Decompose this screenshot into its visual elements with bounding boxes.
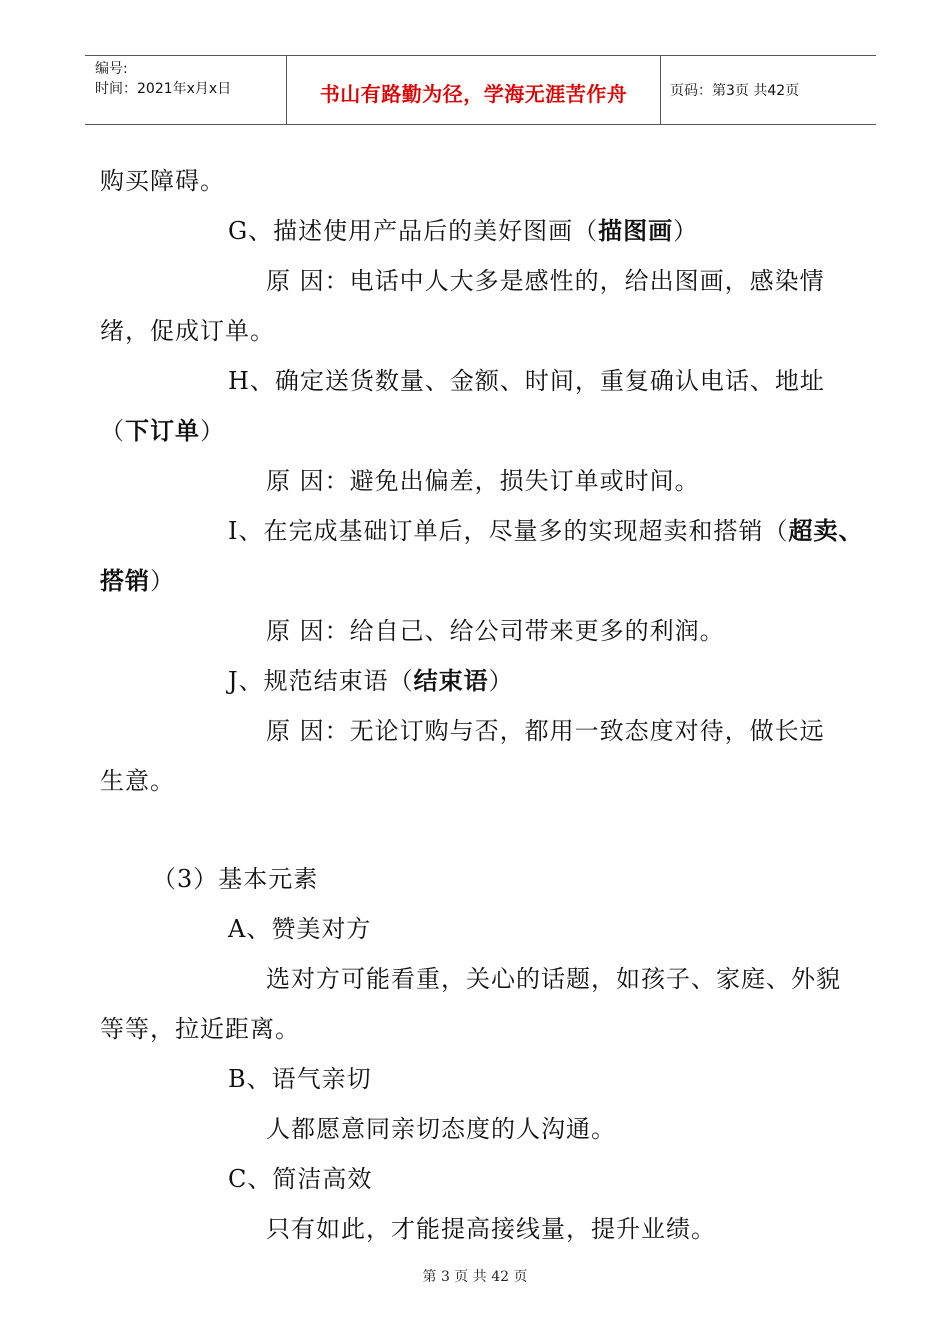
page-footer: 第 3 页 共 42 页 (422, 1269, 528, 1285)
header-info-cell (85, 56, 286, 124)
item-g-heading (228, 216, 698, 246)
item-g-keyword: 描图画 (598, 217, 674, 245)
item-j-text: J、规范结束语（ (228, 667, 414, 695)
document-time-label: 时间：2021年x月x日 (95, 81, 232, 97)
item-i-close: ） (150, 567, 175, 595)
item-i-heading (228, 516, 863, 546)
element-b-title: B、语气亲切 (228, 1065, 372, 1093)
item-h-open: （ (100, 417, 125, 445)
paragraph-line: 购买障碍。 (100, 167, 225, 195)
item-h-keyword: 下订单 (125, 417, 200, 445)
section-heading: （3）基本元素 (152, 865, 319, 893)
item-j-close: ） (488, 667, 514, 695)
header-page-cell (660, 56, 876, 124)
item-h-heading: H、确定送货数量、金额、时间，重复确认电话、地址 (228, 367, 825, 395)
element-c-title: C、简洁高效 (228, 1165, 373, 1193)
header-page-number: 页码：第3页 共42页 (670, 83, 800, 99)
element-b-text: 人都愿意同亲切态度的人沟通。 (266, 1115, 616, 1143)
header-motto-cell (286, 56, 661, 124)
element-a-text: 等等，拉近距离。 (100, 1015, 300, 1043)
item-j-reason-line: 生意。 (100, 767, 175, 795)
element-a-text: 选对方可能看重，关心的话题，如孩子、家庭、外貌 (266, 965, 841, 993)
item-h-reason-line: 原 因：避免出偏差，损失订单或时间。 (266, 467, 700, 495)
item-j-reason-line: 原 因：无论订购与否，都用一致态度对待，做长远 (266, 717, 825, 745)
page-header (85, 55, 876, 125)
item-h-heading-cont (100, 416, 225, 446)
element-c-text: 只有如此，才能提高接线量，提升业绩。 (266, 1215, 716, 1243)
item-i-text: I、在完成基础订单后，尽量多的实现超卖和搭销（ (228, 517, 789, 545)
item-g-text: G、描述使用产品后的美好图画（ (228, 217, 599, 245)
item-h-close: ） (200, 417, 225, 445)
item-i-reason-line: 原 因：给自己、给公司带来更多的利润。 (266, 617, 725, 645)
item-j-keyword: 结束语 (413, 667, 489, 695)
document-number-label: 编号: (95, 61, 128, 77)
header-motto: 书山有路勤为径，学海无涯苦作舟 (319, 82, 628, 106)
item-j-heading (228, 666, 514, 696)
item-i-heading-cont (100, 566, 175, 596)
item-i-keyword: 搭销 (100, 567, 150, 595)
item-i-keyword: 超卖、 (788, 517, 864, 545)
item-g-close: ） (673, 217, 699, 245)
item-g-reason-line: 原 因：电话中人大多是感性的，给出图画，感染情 (266, 267, 825, 295)
item-g-reason-line: 绪，促成订单。 (100, 317, 275, 345)
element-a-title: A、赞美对方 (228, 915, 372, 943)
